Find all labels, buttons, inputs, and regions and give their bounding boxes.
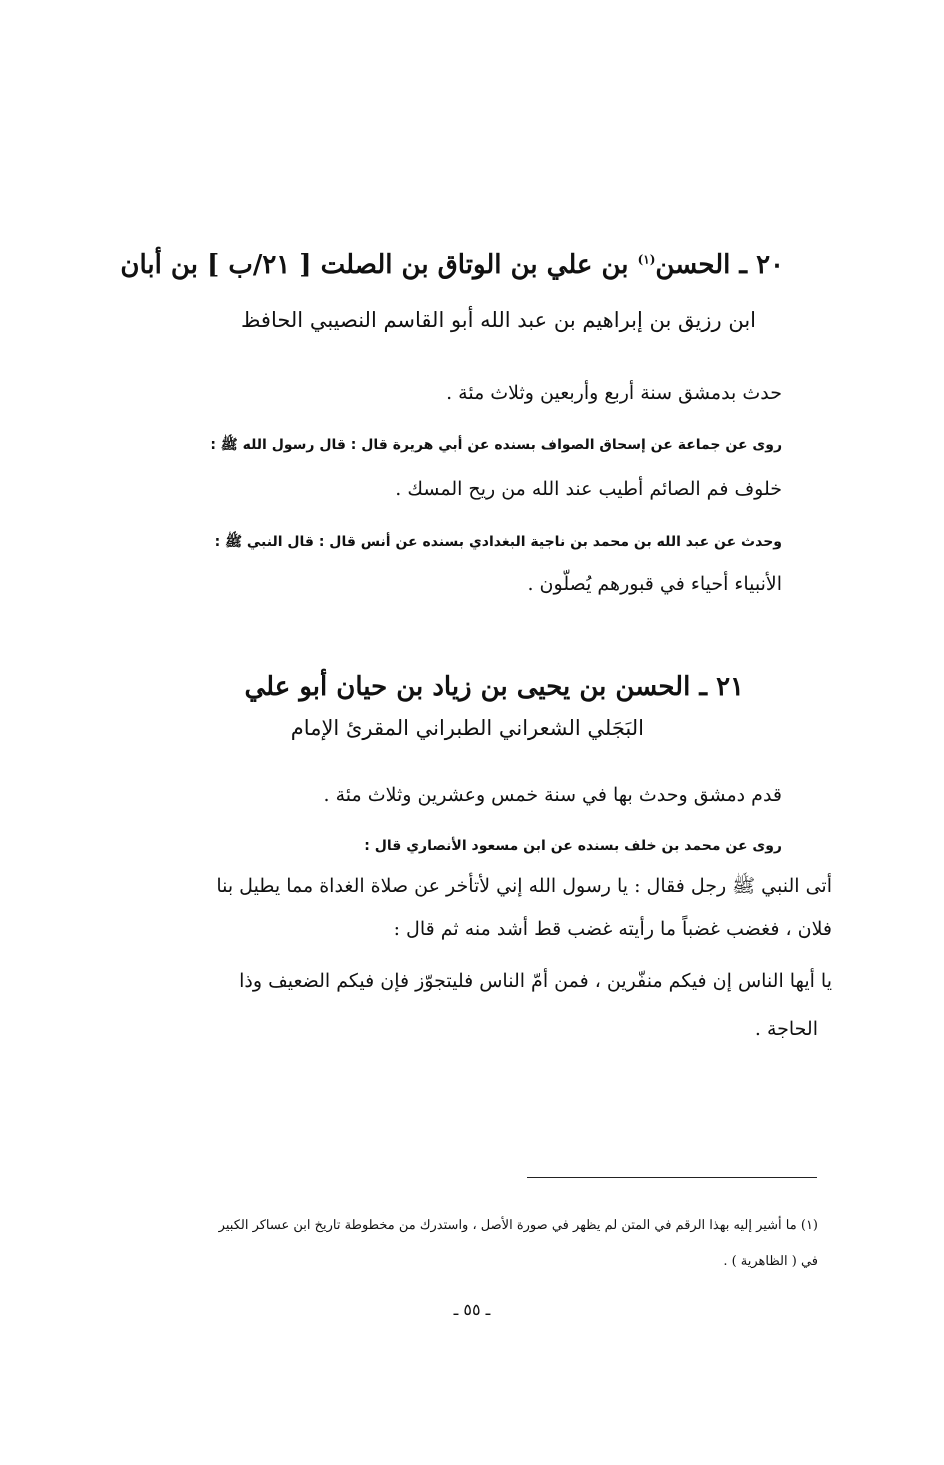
entry-21-line-1: قدم دمشق وحدث بها في سنة خمس وعشرين وثلاث مئة . [323,784,782,806]
entry-20-line-5: الأنبياء أحياء في قبورهم يُصلّون . [527,573,782,595]
entry-20-line-4: وحدث عن عبد الله بن محمد بن ناجية البغدادي بسنده عن أنس قال : قال النبي ﷺ : [214,534,782,550]
entry-20-subheading: ابن رزيق بن إبراهيم بن عبد الله أبو القاسم النصيبي الحافظ [240,308,756,332]
footnote-marker: (١) [637,252,656,267]
entry-20-heading [120,250,784,280]
entry-21-heading: ٢١ ـ الحسن بن يحيى بن زياد بن حيان أبو علي [244,672,744,702]
footnote-divider [527,1177,817,1178]
entry-20-heading-post: بن علي بن الوتاق بن الصلت [ ٢١/ب ] بن أبان [120,250,638,280]
entry-21-line-6: الحاجة . [754,1018,818,1040]
footnote-line-2: في ( الظاهرية ) . [723,1254,818,1269]
entry-20-line-1: حدث بدمشق سنة أربع وأربعين وثلاث مئة . [446,382,782,404]
entry-21-line-4: فلان ، فغضب غضباً ما رأيته غضب قط أشد منه ثم قال : [393,918,832,940]
footnote-line-1: (١) ما أشير إليه بهذا الرقم في المتن لم يظهر في صورة الأصل ، واستدرك من مخطوطة تاريخ ابن عساكر الكبير [218,1218,818,1233]
entry-20-line-3: خلوف فم الصائم أطيب عند الله من ريح المسك . [395,478,782,500]
entry-21-line-3: أتى النبي ﷺ رجل فقال : يا رسول الله إني لأتأخر عن صلاة الغداة مما يطيل بنا [216,875,832,897]
page-number: ـ ٥٥ ـ [453,1300,491,1319]
entry-21-subheading: البَجَلي الشعراني الطبراني المقرئ الإمام [290,716,644,740]
entry-21-line-2: روى عن محمد بن خلف بسنده عن ابن مسعود الأنصاري قال : [364,838,782,854]
entry-20-heading-pre: ٢٠ ـ الحسن [655,250,784,280]
entry-20-line-2: روى عن جماعة عن إسحاق الصواف بسنده عن أبي هريرة قال : قال رسول الله ﷺ : [210,437,782,453]
entry-21-line-5: يا أيها الناس إن فيكم منفّرين ، فمن أمّ الناس فليتجوّز فإن فيكم الضعيف وذا [239,970,832,992]
